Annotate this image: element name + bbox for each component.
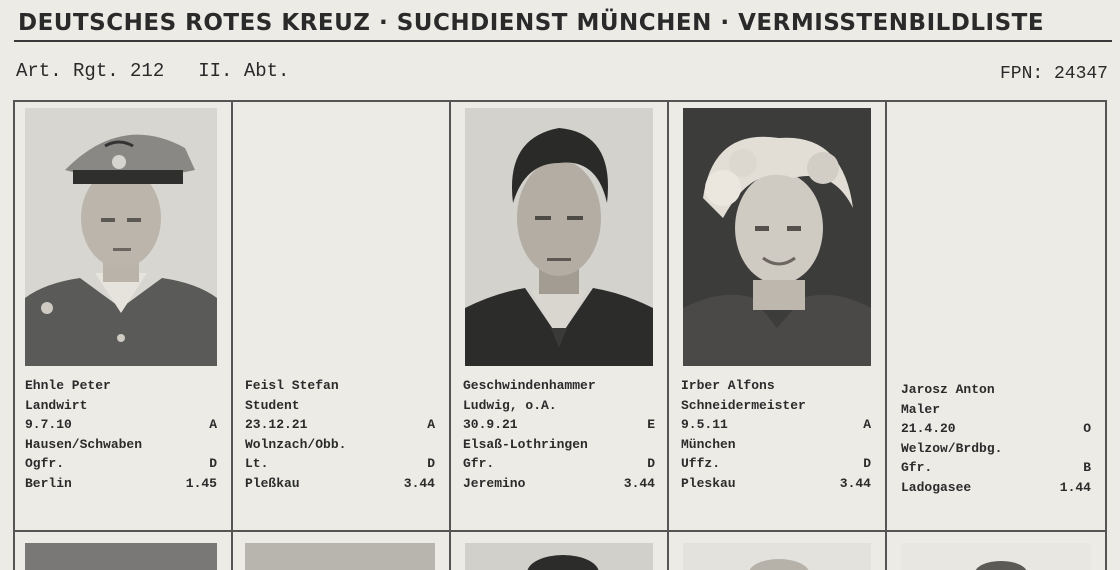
person-card	[449, 100, 667, 530]
birth-place: Welzow/Brdbg.	[901, 440, 1003, 456]
last-known-location: Pleßkau	[245, 475, 300, 491]
missing-persons-grid	[13, 100, 1107, 570]
person-photo	[465, 543, 653, 570]
person-card	[13, 100, 231, 530]
last-known-date: 1.45	[185, 475, 217, 491]
field-post-number: FPN: 24347	[999, 64, 1108, 84]
person-details	[245, 376, 435, 493]
code-letter: B	[1083, 460, 1091, 475]
last-known-date: 3.44	[403, 475, 435, 491]
unit-designation	[16, 60, 323, 82]
code-letter: D	[209, 456, 217, 471]
military-rank: Lt.	[245, 456, 269, 471]
person-profession: Schneidermeister	[681, 397, 806, 413]
last-known-date: 1.44	[1059, 479, 1091, 495]
person-card	[231, 100, 449, 530]
code-letter: E	[647, 417, 655, 432]
birth-place: München	[681, 436, 736, 452]
birth-place: Hausen/Schwaben	[25, 436, 143, 452]
person-photo	[25, 108, 217, 366]
last-known-location: Pleskau	[681, 475, 736, 491]
person-profession: Student	[245, 397, 300, 413]
person-photo	[901, 543, 1091, 570]
military-rank: Gfr.	[901, 460, 933, 475]
birth-place: Wolnzach/Obb.	[245, 436, 347, 452]
code-letter: A	[863, 417, 871, 432]
person-card	[667, 100, 885, 530]
last-known-location: Ladogasee	[901, 479, 972, 495]
last-known-date: 3.44	[839, 475, 871, 491]
birth-date: 30.9.21	[463, 417, 518, 432]
regiment-label: Art. Rgt. 212	[16, 60, 165, 82]
person-name: Irber Alfons	[681, 378, 775, 393]
division-label: II. Abt.	[198, 60, 290, 82]
birth-date: 21.4.20	[901, 421, 956, 436]
person-name: Jarosz Anton	[901, 382, 995, 397]
code-letter: D	[427, 456, 435, 471]
birth-date: 9.5.11	[681, 417, 728, 432]
person-photo	[25, 543, 217, 570]
military-rank: Ogfr.	[25, 456, 65, 471]
grid-line	[13, 530, 1107, 532]
person-profession: Maler	[901, 401, 941, 417]
code-letter: A	[209, 417, 217, 432]
birth-place: Elsaß-Lothringen	[463, 436, 588, 452]
person-name: Feisl Stefan	[245, 378, 339, 393]
code-letter: O	[1083, 421, 1091, 436]
code-letter: D	[647, 456, 655, 471]
person-photo	[683, 543, 871, 570]
person-details	[25, 376, 217, 493]
person-profession: Landwirt	[25, 397, 88, 413]
last-known-location: Berlin	[25, 475, 72, 491]
title-underline	[14, 40, 1112, 42]
military-rank: Gfr.	[463, 456, 495, 471]
list-header	[14, 6, 1112, 38]
birth-date: 23.12.21	[245, 417, 308, 432]
person-photo	[465, 108, 653, 366]
person-details	[681, 376, 871, 493]
military-rank: Uffz.	[681, 456, 721, 471]
birth-date: 9.7.10	[25, 417, 72, 432]
person-name: Ehnle Peter	[25, 378, 111, 393]
person-details	[901, 380, 1091, 497]
grid-line	[1105, 100, 1107, 570]
person-name: Geschwindenhammer	[463, 378, 596, 393]
person-photo	[683, 108, 871, 366]
person-card	[885, 100, 1105, 530]
code-letter: A	[427, 417, 435, 432]
document-title: DEUTSCHES ROTES KREUZ · SUCHDIENST MÜNCHEN · VERMISSTENBILDLISTE	[18, 10, 1045, 36]
person-profession: Ludwig, o.A.	[463, 397, 557, 413]
person-photo	[245, 543, 435, 570]
person-details	[463, 376, 655, 493]
last-known-date: 3.44	[623, 475, 655, 491]
code-letter: D	[863, 456, 871, 471]
last-known-location: Jeremino	[463, 475, 526, 491]
